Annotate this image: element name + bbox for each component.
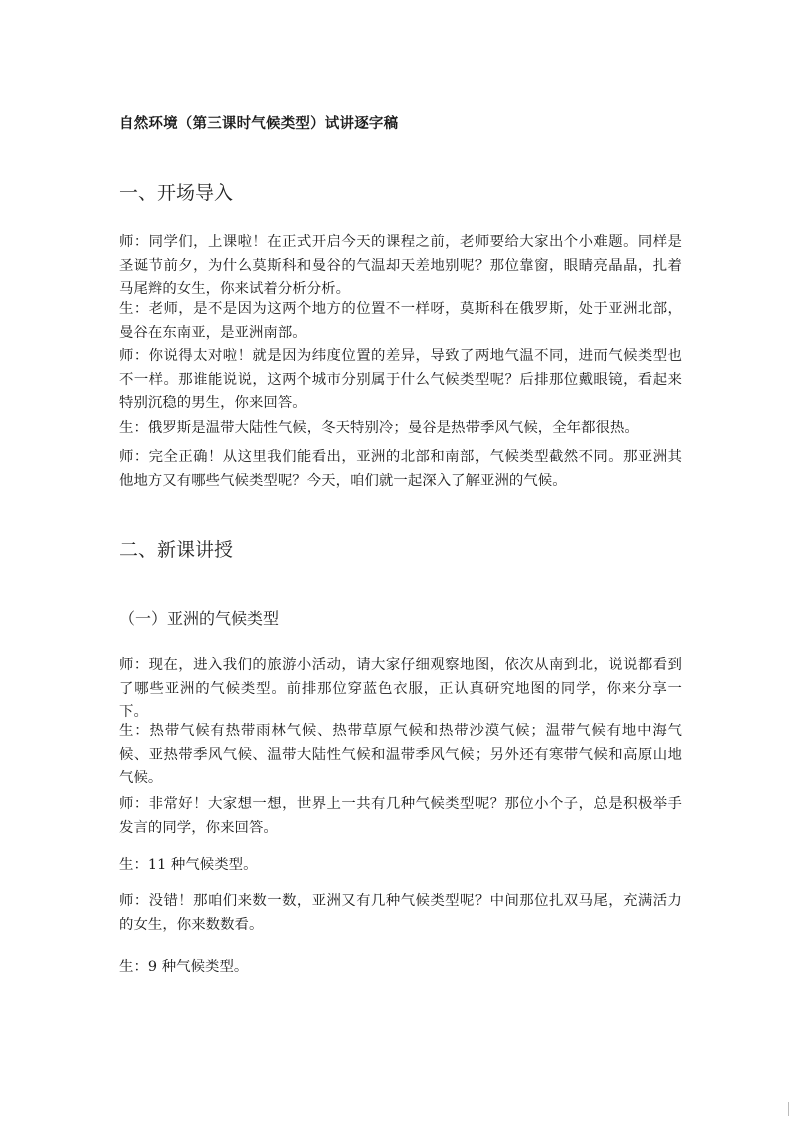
paragraph: 生：9 种气候类型。 (119, 959, 249, 975)
paragraph: 师：完全正确！从这里我们能看出，亚洲的北部和南部，气候类型截然不同。那亚洲其他地方又有哪些气候类型呢？今天，咱们就一起深入了解亚洲的气候。 (119, 449, 682, 489)
paragraph: 生：老师，是不是因为这两个地方的位置不一样呀，莫斯科在俄罗斯，处于亚洲北部，曼谷在东南亚，是亚洲南部。 (119, 301, 682, 341)
document-title: 自然环境（第三课时气候类型）试讲逐字稿 (119, 116, 399, 132)
paragraph: 生：11 种气候类型。 (119, 857, 258, 873)
paragraph: 师：现在，进入我们的旅游小活动，请大家仔细观察地图，依次从南到北，说说都看到了哪些亚洲的气候类型。前排那位穿蓝色衣服，正认真研究地图的同学，你来分享一下。 (119, 657, 682, 720)
section-heading-opening: 一、开场导入 (119, 182, 234, 204)
subsection-heading-asia-climate: （一）亚洲的气候类型 (119, 609, 280, 628)
paragraph: 师：非常好！大家想一想，世界上一共有几种气候类型呢？那位小个子，总是积极举手发言的同学，你来回答。 (119, 796, 682, 836)
section-heading-new-lesson: 二、新课讲授 (119, 539, 234, 561)
page-edge-mark (788, 1102, 789, 1116)
paragraph: 师：同学们，上课啦！在正式开启今天的课程之前，老师要给大家出个小难题。同样是圣诞节前夕，为什么莫斯科和曼谷的气温却天差地别呢？那位靠窗，眼睛亮晶晶，扎着马尾辫的女生，你来试着分析分析。 (119, 234, 682, 297)
paragraph: 师：你说得太对啦！就是因为纬度位置的差异，导致了两地气温不同，进而气候类型也不一样。那谁能说说，这两个城市分别属于什么气候类型呢？后排那位戴眼镜，看起来特别沉稳的男生，你来回答。 (119, 348, 682, 411)
paragraph: 生：热带气候有热带雨林气候、热带草原气候和热带沙漠气候；温带气候有地中海气候、亚热带季风气候、温带大陆性气候和温带季风气候；另外还有寒带气候和高原山地气候。 (119, 723, 682, 786)
paragraph: 师：没错！那咱们来数一数，亚洲又有几种气候类型呢？中间那位扎双马尾，充满活力的女生，你来数数看。 (119, 893, 682, 933)
paragraph: 生：俄罗斯是温带大陆性气候，冬天特别冷；曼谷是热带季风气候，全年都很热。 (119, 420, 639, 436)
